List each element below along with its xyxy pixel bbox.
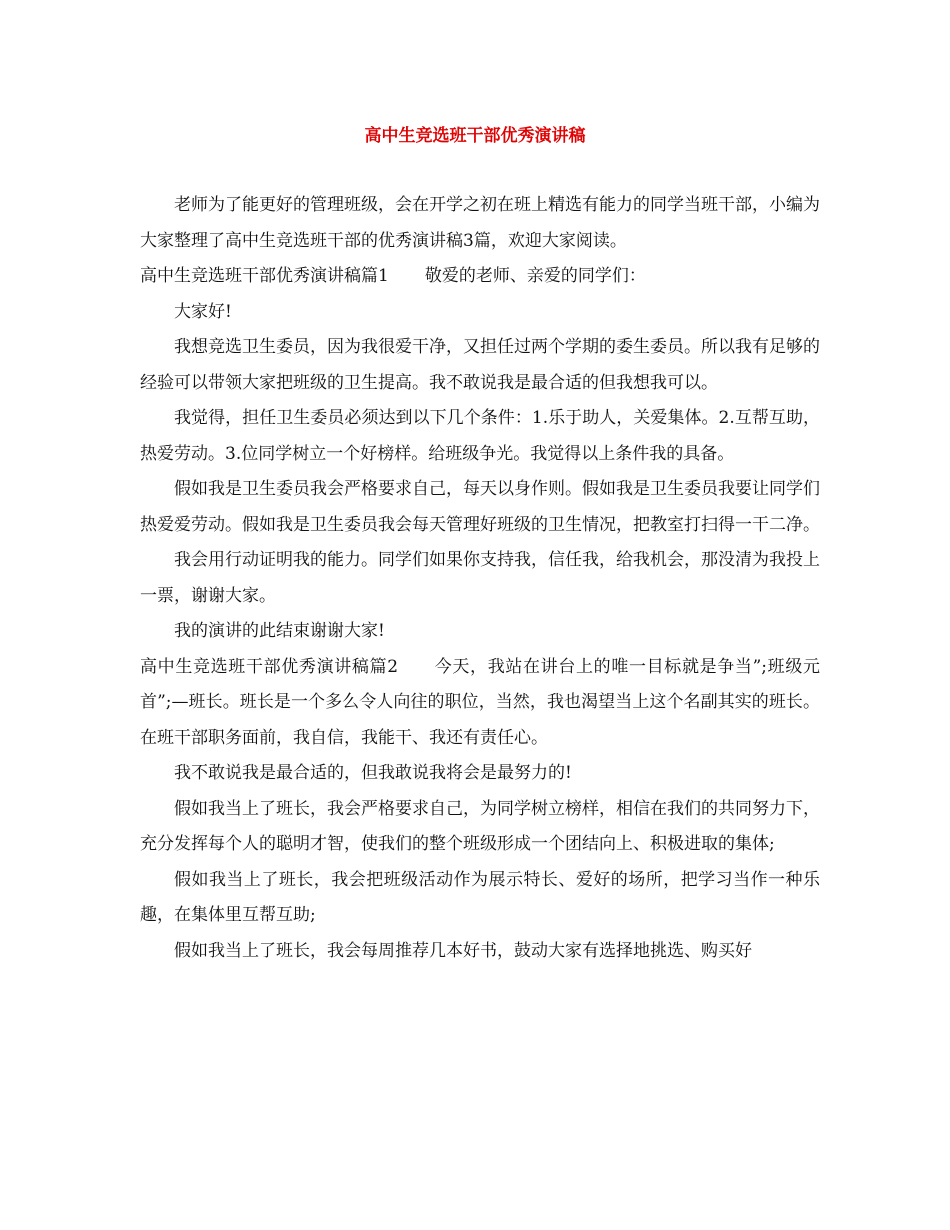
speech1-greeting: 敬爱的老师、亲爱的同学们： — [424, 266, 646, 286]
speech1-paragraph: 假如我是卫生委员我会严格要求自己，每天以身作则。假如我是卫生委员我要让同学们热爱爱劳动。假如我是卫生委员我会每天管理好班级的卫生情况，把教室打扫得一干二净。 — [140, 479, 820, 535]
speech1-heading: 高中生竞选班干部优秀演讲稿篇1 — [140, 266, 389, 286]
document-title: 高中生竞选班干部优秀演讲稿 — [364, 126, 586, 146]
speech2-paragraph: 我不敢说我是最合适的，但我敢说我将会是最努力的! — [174, 763, 572, 783]
intro-paragraph: 老师为了能更好的管理班级，会在开学之初在班上精选有能力的同学当班干部，小编为大家整理了高中生竞选班干部的优秀演讲稿3篇，欢迎大家阅读。 — [140, 195, 820, 251]
speech1-paragraph: 我觉得，担任卫生委员必须达到以下几个条件：1.乐于助人，关爱集体。2.互帮互助，热爱劳动。3.位同学树立一个好榜样。给班级争光。我觉得以上条件我的具备。 — [140, 408, 820, 464]
speech2-heading-line — [140, 650, 820, 757]
document-body — [140, 188, 820, 969]
speech2-paragraph: 假如我当上了班长，我会每周推荐几本好书，鼓动大家有选择地挑选、购买好 — [174, 940, 752, 961]
speech2-paragraph: 假如我当上了班长，我会严格要求自己，为同学树立榜样，相信在我们的共同努力下，充分发挥每个人的聪明才智，使我们的整个班级形成一个团结向上、积极进取的集体; — [140, 798, 820, 854]
speech1-paragraph: 我想竞选卫生委员，因为我很爱干净，又担任过两个学期的委生委员。所以我有足够的经验可以带领大家把班级的卫生提高。我不敢说我是最合适的但我想我可以。 — [140, 337, 820, 393]
speech2-opening: 今天，我站在讲台上的唯一目标就是争当”;班级元首”;—班长。班长是一个多么令人向往的职位，当然，我也渴望当上这个名副其实的班长。在班干部职务面前，我自信，我能干、我还有责任心。 — [140, 656, 820, 748]
speech1-heading-line — [140, 259, 820, 295]
speech2-paragraph: 假如我当上了班长，我会把班级活动作为展示特长、爱好的场所，把学习当作一种乐趣，在集体里互帮互助; — [140, 869, 820, 925]
speech2-heading: 高中生竞选班干部优秀演讲稿篇2 — [140, 656, 399, 677]
speech1-paragraph: 大家好! — [174, 301, 232, 322]
speech1-paragraph: 我的演讲的此结束谢谢大家! — [174, 621, 385, 641]
speech1-paragraph: 我会用行动证明我的能力。同学们如果你支持我，信任我，给我机会，那没清为我投上一票，谢谢大家。 — [140, 550, 820, 606]
